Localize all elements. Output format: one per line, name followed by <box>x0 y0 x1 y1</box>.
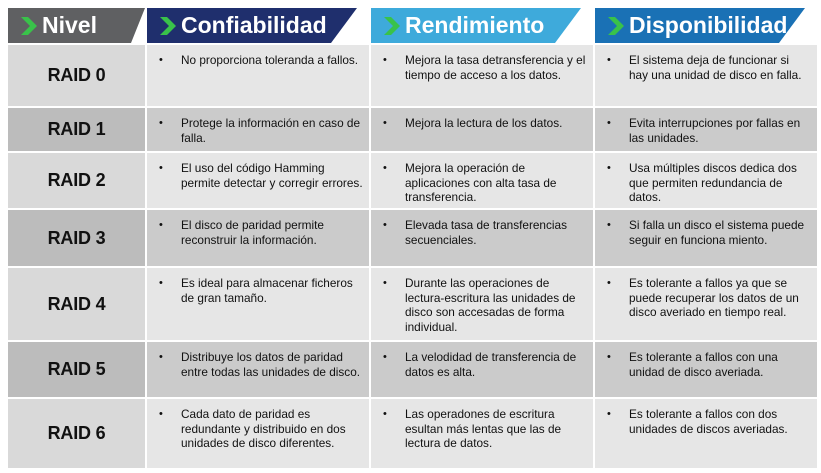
disponibilidad-cell <box>595 153 817 208</box>
header-disponibilidad-label: Disponibilidad <box>629 12 788 38</box>
confiabilidad-text: Distribuye los datos de paridad entre todas las unidades de disco. <box>181 350 361 379</box>
confiabilidad-cell <box>147 399 369 468</box>
bullet-icon: • <box>383 408 387 420</box>
header-confiabilidad <box>147 8 357 43</box>
raid-level-cell <box>8 342 145 397</box>
rendimiento-text: La velodidad de transferencia de datos es alta. <box>405 350 577 379</box>
chevron-right-icon <box>384 17 400 35</box>
table-row-raid-4 <box>0 268 821 340</box>
bullet-icon: • <box>607 277 611 289</box>
confiabilidad-cell <box>147 342 369 397</box>
bullet-icon: • <box>383 162 387 174</box>
rendimiento-text: Mejora la tasa detransferencia y el tiempo de acceso a los datos. <box>405 53 586 82</box>
disponibilidad-text: Es tolerante a fallos con dos unidades de discos averiadas. <box>629 407 788 436</box>
confiabilidad-text: Protege la información en caso de falla. <box>181 116 361 145</box>
raid-level-label: RAID 2 <box>47 170 106 190</box>
raid-level-label: RAID 1 <box>47 119 106 139</box>
table-row-raid-1 <box>0 108 821 151</box>
rendimiento-cell <box>371 153 593 208</box>
table-row-raid-0 <box>0 45 821 106</box>
raid-level-cell <box>8 153 145 208</box>
disponibilidad-cell <box>595 108 817 151</box>
header-nivel-label: Nivel <box>42 12 97 38</box>
disponibilidad-cell <box>595 399 817 468</box>
bullet-icon: • <box>383 277 387 289</box>
bullet-icon: • <box>159 162 163 174</box>
bullet-icon: • <box>383 219 387 231</box>
rendimiento-text: Mejora la lectura de los datos. <box>405 116 563 130</box>
confiabilidad-text: No proporciona toleranda a fallos. <box>181 53 359 67</box>
bullet-icon: • <box>383 117 387 129</box>
raid-level-label: RAID 4 <box>47 293 106 314</box>
confiabilidad-text: Es ideal para almacenar ficheros de gran tamaño. <box>181 276 353 305</box>
confiabilidad-cell <box>147 268 369 340</box>
disponibilidad-text: Usa múltiples discos dedica dos que permiten redundancia de datos. <box>629 161 797 204</box>
raid-level-cell <box>8 210 145 266</box>
chevron-right-icon <box>608 17 624 35</box>
bullet-icon: • <box>159 408 163 420</box>
raid-level-cell <box>8 45 145 106</box>
rendimiento-cell <box>371 342 593 397</box>
confiabilidad-text: El disco de paridad permite reconstruir la información. <box>181 218 324 247</box>
bullet-icon: • <box>159 277 163 289</box>
header-disponibilidad <box>595 8 805 43</box>
disponibilidad-text: El sistema deja de funcionar si hay una unidad de disco en falla. <box>629 53 802 82</box>
rendimiento-cell <box>371 399 593 468</box>
bullet-icon: • <box>607 117 611 129</box>
bullet-icon: • <box>383 351 387 363</box>
bullet-icon: • <box>383 54 387 66</box>
bullet-icon: • <box>607 408 611 420</box>
raid-level-label: RAID 0 <box>47 65 106 85</box>
bullet-icon: • <box>159 117 163 129</box>
disponibilidad-text: Evita interrupciones por fallas en las unidades. <box>629 116 801 145</box>
bullet-icon: • <box>607 219 611 231</box>
disponibilidad-text: Es tolerante a fallos con una unidad de disco averiada. <box>629 350 778 379</box>
raid-level-cell <box>8 399 145 468</box>
chevron-right-icon <box>21 17 37 35</box>
rendimiento-text: Las operadones de escritura esultan más lentas que las de lectura de datos. <box>405 407 562 450</box>
disponibilidad-cell <box>595 210 817 266</box>
rendimiento-text: Mejora la operación de aplicaciones con alta tasa de transferencia. <box>405 161 557 204</box>
disponibilidad-cell <box>595 45 817 106</box>
table-row-raid-2 <box>0 153 821 208</box>
rendimiento-text: Durante las operaciones de lectura-escritura las unidades de disco son accesadas de forma individual. <box>405 276 576 334</box>
confiabilidad-text: Cada dato de paridad es redundante y distribuido en dos unidades de disco diferentes. <box>181 407 346 450</box>
disponibilidad-cell <box>595 268 817 340</box>
bullet-icon: • <box>607 162 611 174</box>
raid-level-cell <box>8 268 145 340</box>
raid-level-label: RAID 5 <box>47 359 106 379</box>
disponibilidad-text: Es tolerante a fallos ya que se puede recuperar los datos de un disco averiado en tiempo real. <box>629 276 799 319</box>
header-confiabilidad-label: Confiabilidad <box>181 12 327 38</box>
confiabilidad-cell <box>147 45 369 106</box>
rendimiento-cell <box>371 45 593 106</box>
confiabilidad-cell <box>147 108 369 151</box>
header-rendimiento <box>371 8 581 43</box>
confiabilidad-cell <box>147 153 369 208</box>
header-nivel <box>8 8 145 43</box>
bullet-icon: • <box>159 54 163 66</box>
header-rendimiento-label: Rendimiento <box>405 12 545 38</box>
table-row-raid-6 <box>0 399 821 468</box>
rendimiento-cell <box>371 210 593 266</box>
disponibilidad-text: Si falla un disco el sistema puede seguir en funciona miento. <box>629 218 805 247</box>
table-row-raid-3 <box>0 210 821 266</box>
rendimiento-cell <box>371 268 593 340</box>
rendimiento-cell <box>371 108 593 151</box>
raid-level-label: RAID 3 <box>47 227 106 248</box>
confiabilidad-text: El uso del código Hamming permite detectar y corregir errores. <box>181 161 363 190</box>
raid-level-cell <box>8 108 145 151</box>
confiabilidad-cell <box>147 210 369 266</box>
rendimiento-text: Elevada tasa de transferencias secuenciales. <box>405 218 567 247</box>
disponibilidad-cell <box>595 342 817 397</box>
bullet-icon: • <box>607 54 611 66</box>
bullet-icon: • <box>607 351 611 363</box>
table-row-raid-5 <box>0 342 821 397</box>
chevron-right-icon <box>160 17 176 35</box>
bullet-icon: • <box>159 351 163 363</box>
bullet-icon: • <box>159 219 163 231</box>
raid-level-label: RAID 6 <box>47 423 106 443</box>
